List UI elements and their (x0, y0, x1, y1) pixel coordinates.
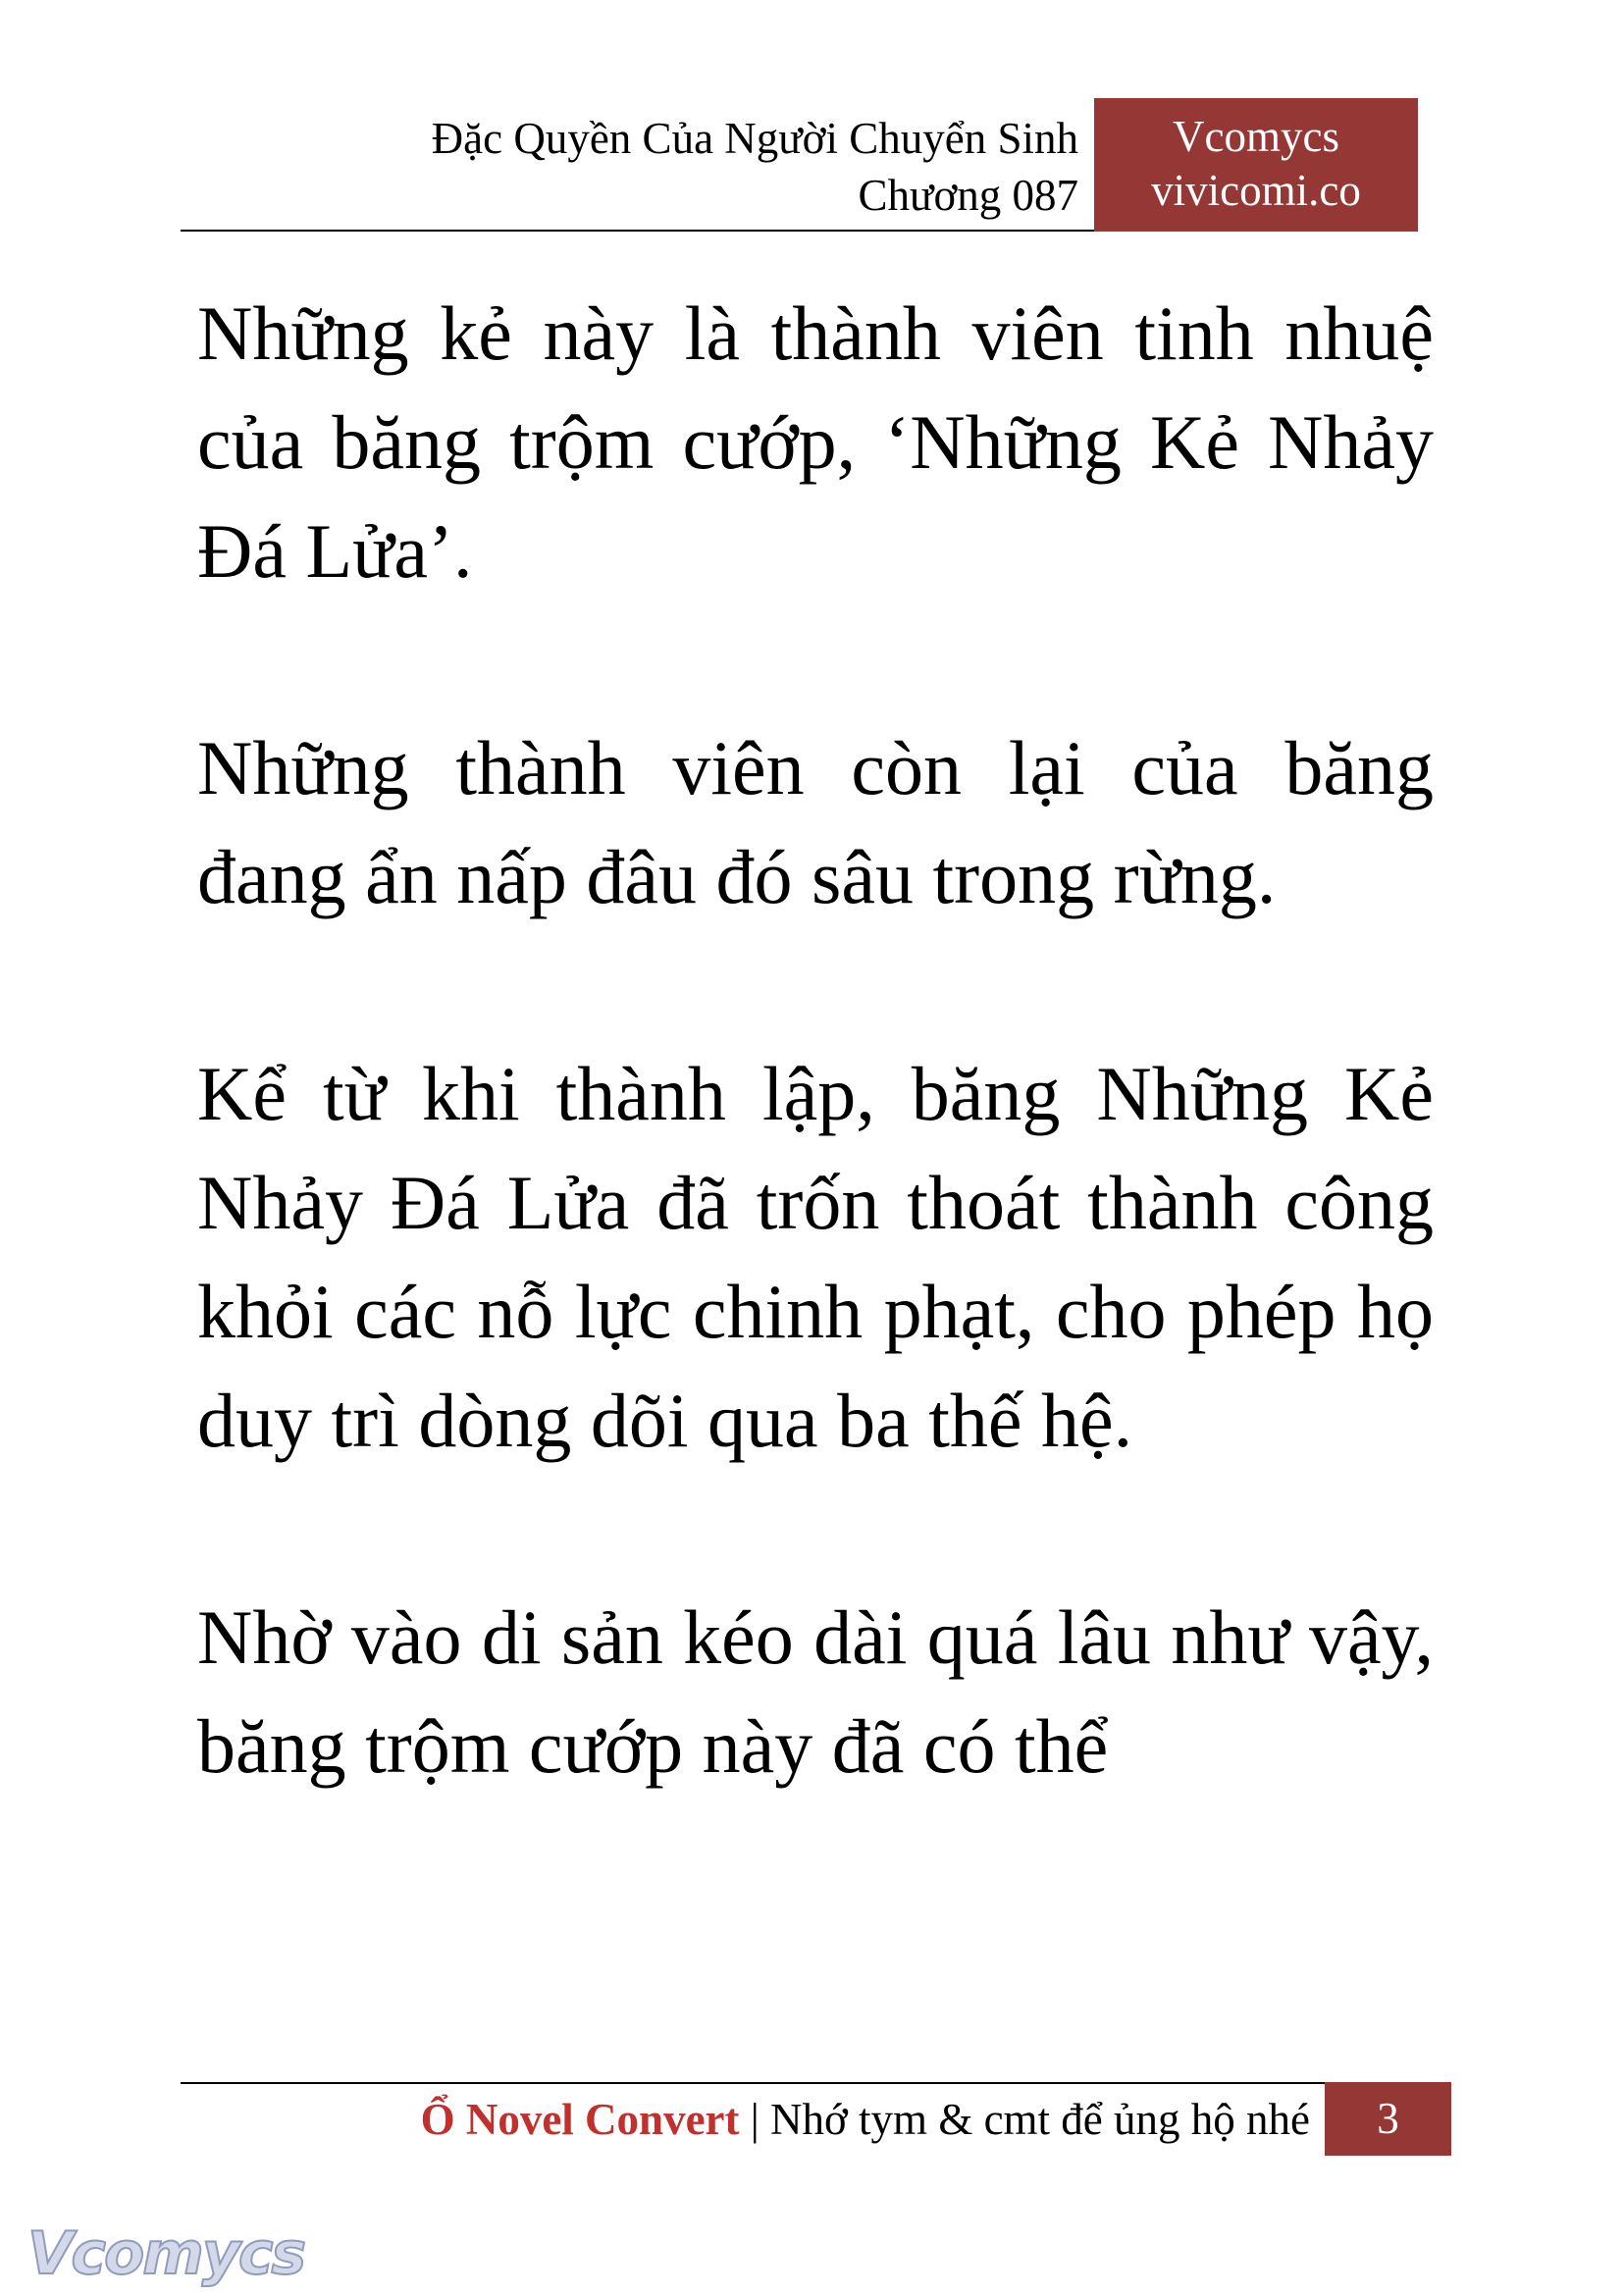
paragraph-2: Những thành viên còn lại của băng đang ẩn nấp đâu đó sâu trong rừng. (197, 725, 1434, 919)
document-header (432, 110, 1078, 224)
chapter-body (197, 279, 1434, 1908)
chapter-label: Chương 087 (858, 171, 1078, 220)
paragraph-4: Nhờ vào di sản kéo dài quá lâu như vậy, băng trộm cướp này đã có thể (197, 1594, 1434, 1789)
novel-title: Đặc Quyền Của Người Chuyển Sinh (431, 114, 1078, 163)
footer-separator: | (750, 2095, 760, 2144)
footer-message: Nhớ tym & cmt để ủng hộ nhé (770, 2095, 1310, 2144)
footer-brand: Ổ Novel Convert (420, 2095, 740, 2144)
paragraph-1: Những kẻ này là thành viên tinh nhuệ của băng trộm cướp, ‘Những Kẻ Nhảy Đá Lửa’. (197, 290, 1434, 594)
footer-divider (181, 2082, 1451, 2084)
brand-site: vivicomi.co (1151, 166, 1361, 215)
footer (421, 2088, 1310, 2151)
brand-name: Vcomycs (1173, 112, 1339, 161)
brand-box (1094, 98, 1418, 232)
page-number: 3 (1325, 2082, 1451, 2156)
watermark-logo: Vcomycs (27, 2219, 305, 2288)
header-divider (181, 230, 1094, 232)
paragraph-3: Kể từ khi thành lập, băng Những Kẻ Nhảy Đá Lửa đã trốn thoát thành công khỏi các nỗ lực chinh phạt, cho phép họ duy trì dòng dõi qua ba thế hệ. (197, 1051, 1434, 1463)
